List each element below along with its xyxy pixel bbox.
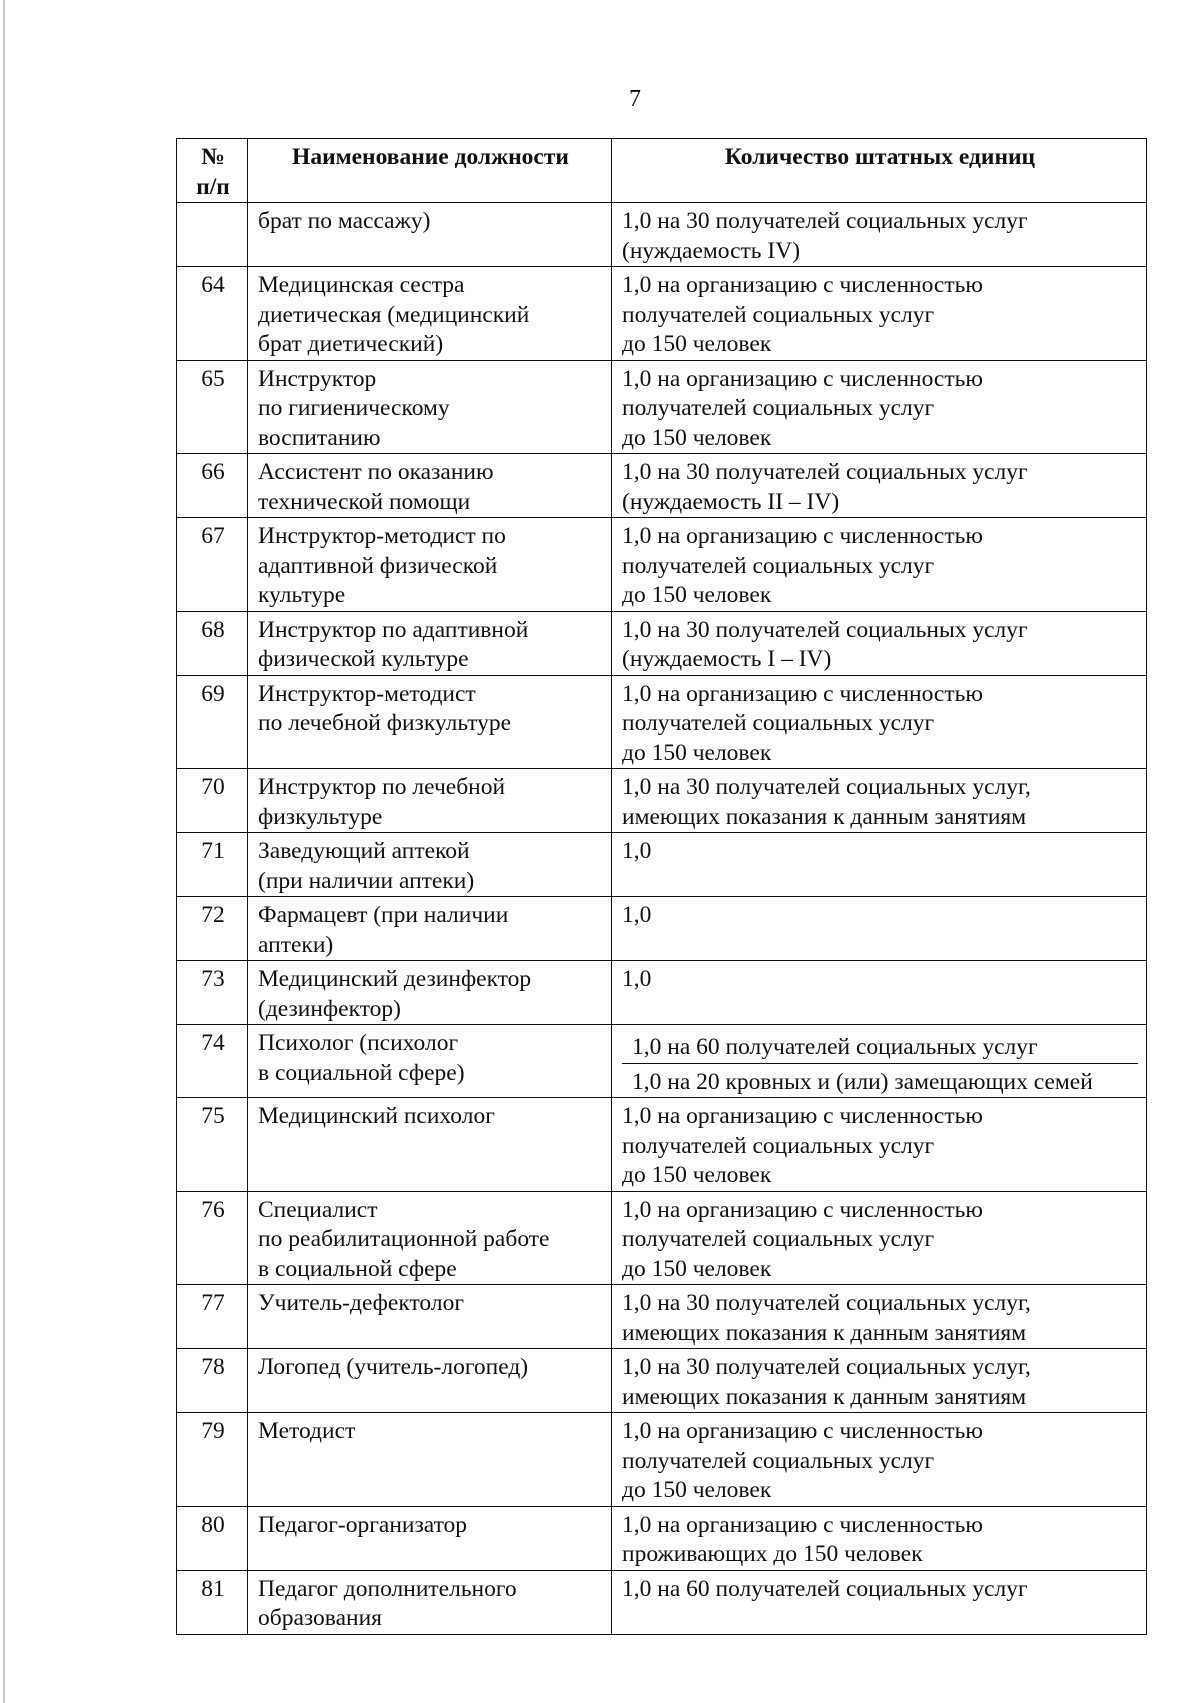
staff-units: 1,0 на 60 получателей социальных услуг [612, 1570, 1147, 1634]
row-number: 77 [177, 1285, 248, 1349]
staff-units: 1,0 на организацию с численностью получателей социальных услуг до 150 человек [612, 360, 1147, 454]
row-number: 66 [177, 454, 248, 518]
table-row [177, 360, 1147, 454]
position-name: Инструктор по лечебной физкультуре [248, 769, 612, 833]
staff-units: 1,0 на 30 получателей социальных услуг, имеющих показания к данным занятиям [612, 1349, 1147, 1413]
staff-units: 1,0 на 30 получателей социальных услуг (нуждаемость II – IV) [612, 454, 1147, 518]
row-number: 81 [177, 1570, 248, 1634]
staff-units: 1,0 на 30 получателей социальных услуг, имеющих показания к данным занятиям [612, 769, 1147, 833]
position-name: Инструктор по гигиеническому воспитанию [248, 360, 612, 454]
staff-units: 1,0 на организацию с численностью проживающих до 150 человек [612, 1506, 1147, 1570]
header-number: № п/п [177, 139, 248, 203]
table-header-row [177, 139, 1147, 203]
row-number [177, 203, 248, 267]
staff-table [176, 138, 1147, 1635]
row-number: 75 [177, 1098, 248, 1192]
row-number: 70 [177, 769, 248, 833]
position-name: Инструктор-методист по лечебной физкультуре [248, 675, 612, 769]
row-number: 78 [177, 1349, 248, 1413]
scan-margin-line [3, 0, 5, 1703]
page-number: 7 [629, 86, 641, 112]
position-name: Заведующий аптекой (при наличии аптеки) [248, 833, 612, 897]
staff-units: 1,0 на 30 получателей социальных услуг (нуждаемость I – IV) [612, 611, 1147, 675]
position-name: Ассистент по оказанию технической помощи [248, 454, 612, 518]
table-row [177, 267, 1147, 361]
staff-units: 1,0 [612, 833, 1147, 897]
staff-units: 1,0 на 30 получателей социальных услуг (нуждаемость IV) [612, 203, 1147, 267]
staff-units: 1,0 на организацию с численностью получателей социальных услуг до 150 человек [612, 1191, 1147, 1285]
position-name: Учитель-дефектолог [248, 1285, 612, 1349]
staff-units: 1,0 на организацию с численностью получателей социальных услуг до 150 человек [612, 675, 1147, 769]
position-name: Психолог (психолог в социальной сфере) [248, 1025, 612, 1098]
table-row [177, 1570, 1147, 1634]
position-name: Логопед (учитель-логопед) [248, 1349, 612, 1413]
row-number: 65 [177, 360, 248, 454]
position-name: Инструктор по адаптивной физической культуре [248, 611, 612, 675]
row-number: 72 [177, 897, 248, 961]
staff-units: 1,0 на организацию с численностью получателей социальных услуг до 150 человек [612, 1413, 1147, 1507]
table-row [177, 203, 1147, 267]
table-row [177, 1025, 1147, 1098]
table-row [177, 769, 1147, 833]
position-name: Медицинский дезинфектор (дезинфектор) [248, 961, 612, 1025]
row-number: 80 [177, 1506, 248, 1570]
staff-units: 1,0 на организацию с численностью получателей социальных услуг до 150 человек [612, 1098, 1147, 1192]
position-name: Инструктор-методист по адаптивной физической культуре [248, 518, 612, 612]
staff-units: 1,0 [612, 897, 1147, 961]
row-number: 74 [177, 1025, 248, 1098]
table-row [177, 961, 1147, 1025]
row-number: 69 [177, 675, 248, 769]
position-name: Медицинский психолог [248, 1098, 612, 1192]
staff-units: 1,0 [612, 961, 1147, 1025]
position-name: Медицинская сестра диетическая (медицинский брат диетический) [248, 267, 612, 361]
staff-units: 1,0 на организацию с численностью получателей социальных услуг до 150 человек [612, 267, 1147, 361]
table-row [177, 833, 1147, 897]
table-row [177, 897, 1147, 961]
position-name: брат по массажу) [248, 203, 612, 267]
row-number: 67 [177, 518, 248, 612]
row-number: 64 [177, 267, 248, 361]
header-position-name: Наименование должности [248, 139, 612, 203]
table-row [177, 1349, 1147, 1413]
table-row [177, 611, 1147, 675]
table-row [177, 454, 1147, 518]
position-name: Методист [248, 1413, 612, 1507]
position-name: Фармацевт (при наличии аптеки) [248, 897, 612, 961]
row-number: 73 [177, 961, 248, 1025]
table-row [177, 675, 1147, 769]
position-name: Педагог дополнительного образования [248, 1570, 612, 1634]
table-row [177, 1191, 1147, 1285]
table-row [177, 1098, 1147, 1192]
row-number: 76 [177, 1191, 248, 1285]
staff-units: 1,0 на организацию с численностью получателей социальных услуг до 150 человек [612, 518, 1147, 612]
table-row [177, 1285, 1147, 1349]
staff-units-split [612, 1025, 1147, 1098]
position-name: Специалист по реабилитационной работе в социальной сфере [248, 1191, 612, 1285]
row-number: 71 [177, 833, 248, 897]
table-row [177, 518, 1147, 612]
header-staff-units: Количество штатных единиц [612, 139, 1147, 203]
row-number: 68 [177, 611, 248, 675]
row-number: 79 [177, 1413, 248, 1507]
position-name: Педагог-организатор [248, 1506, 612, 1570]
table-row [177, 1413, 1147, 1507]
staff-units: 1,0 на 30 получателей социальных услуг, имеющих показания к данным занятиям [612, 1285, 1147, 1349]
staff-units-line: 1,0 на 20 кровных и (или) замещающих семей [622, 1063, 1138, 1098]
table-body [177, 203, 1147, 1635]
staff-units-line: 1,0 на 60 получателей социальных услуг [632, 1034, 1038, 1060]
table-row [177, 1506, 1147, 1570]
